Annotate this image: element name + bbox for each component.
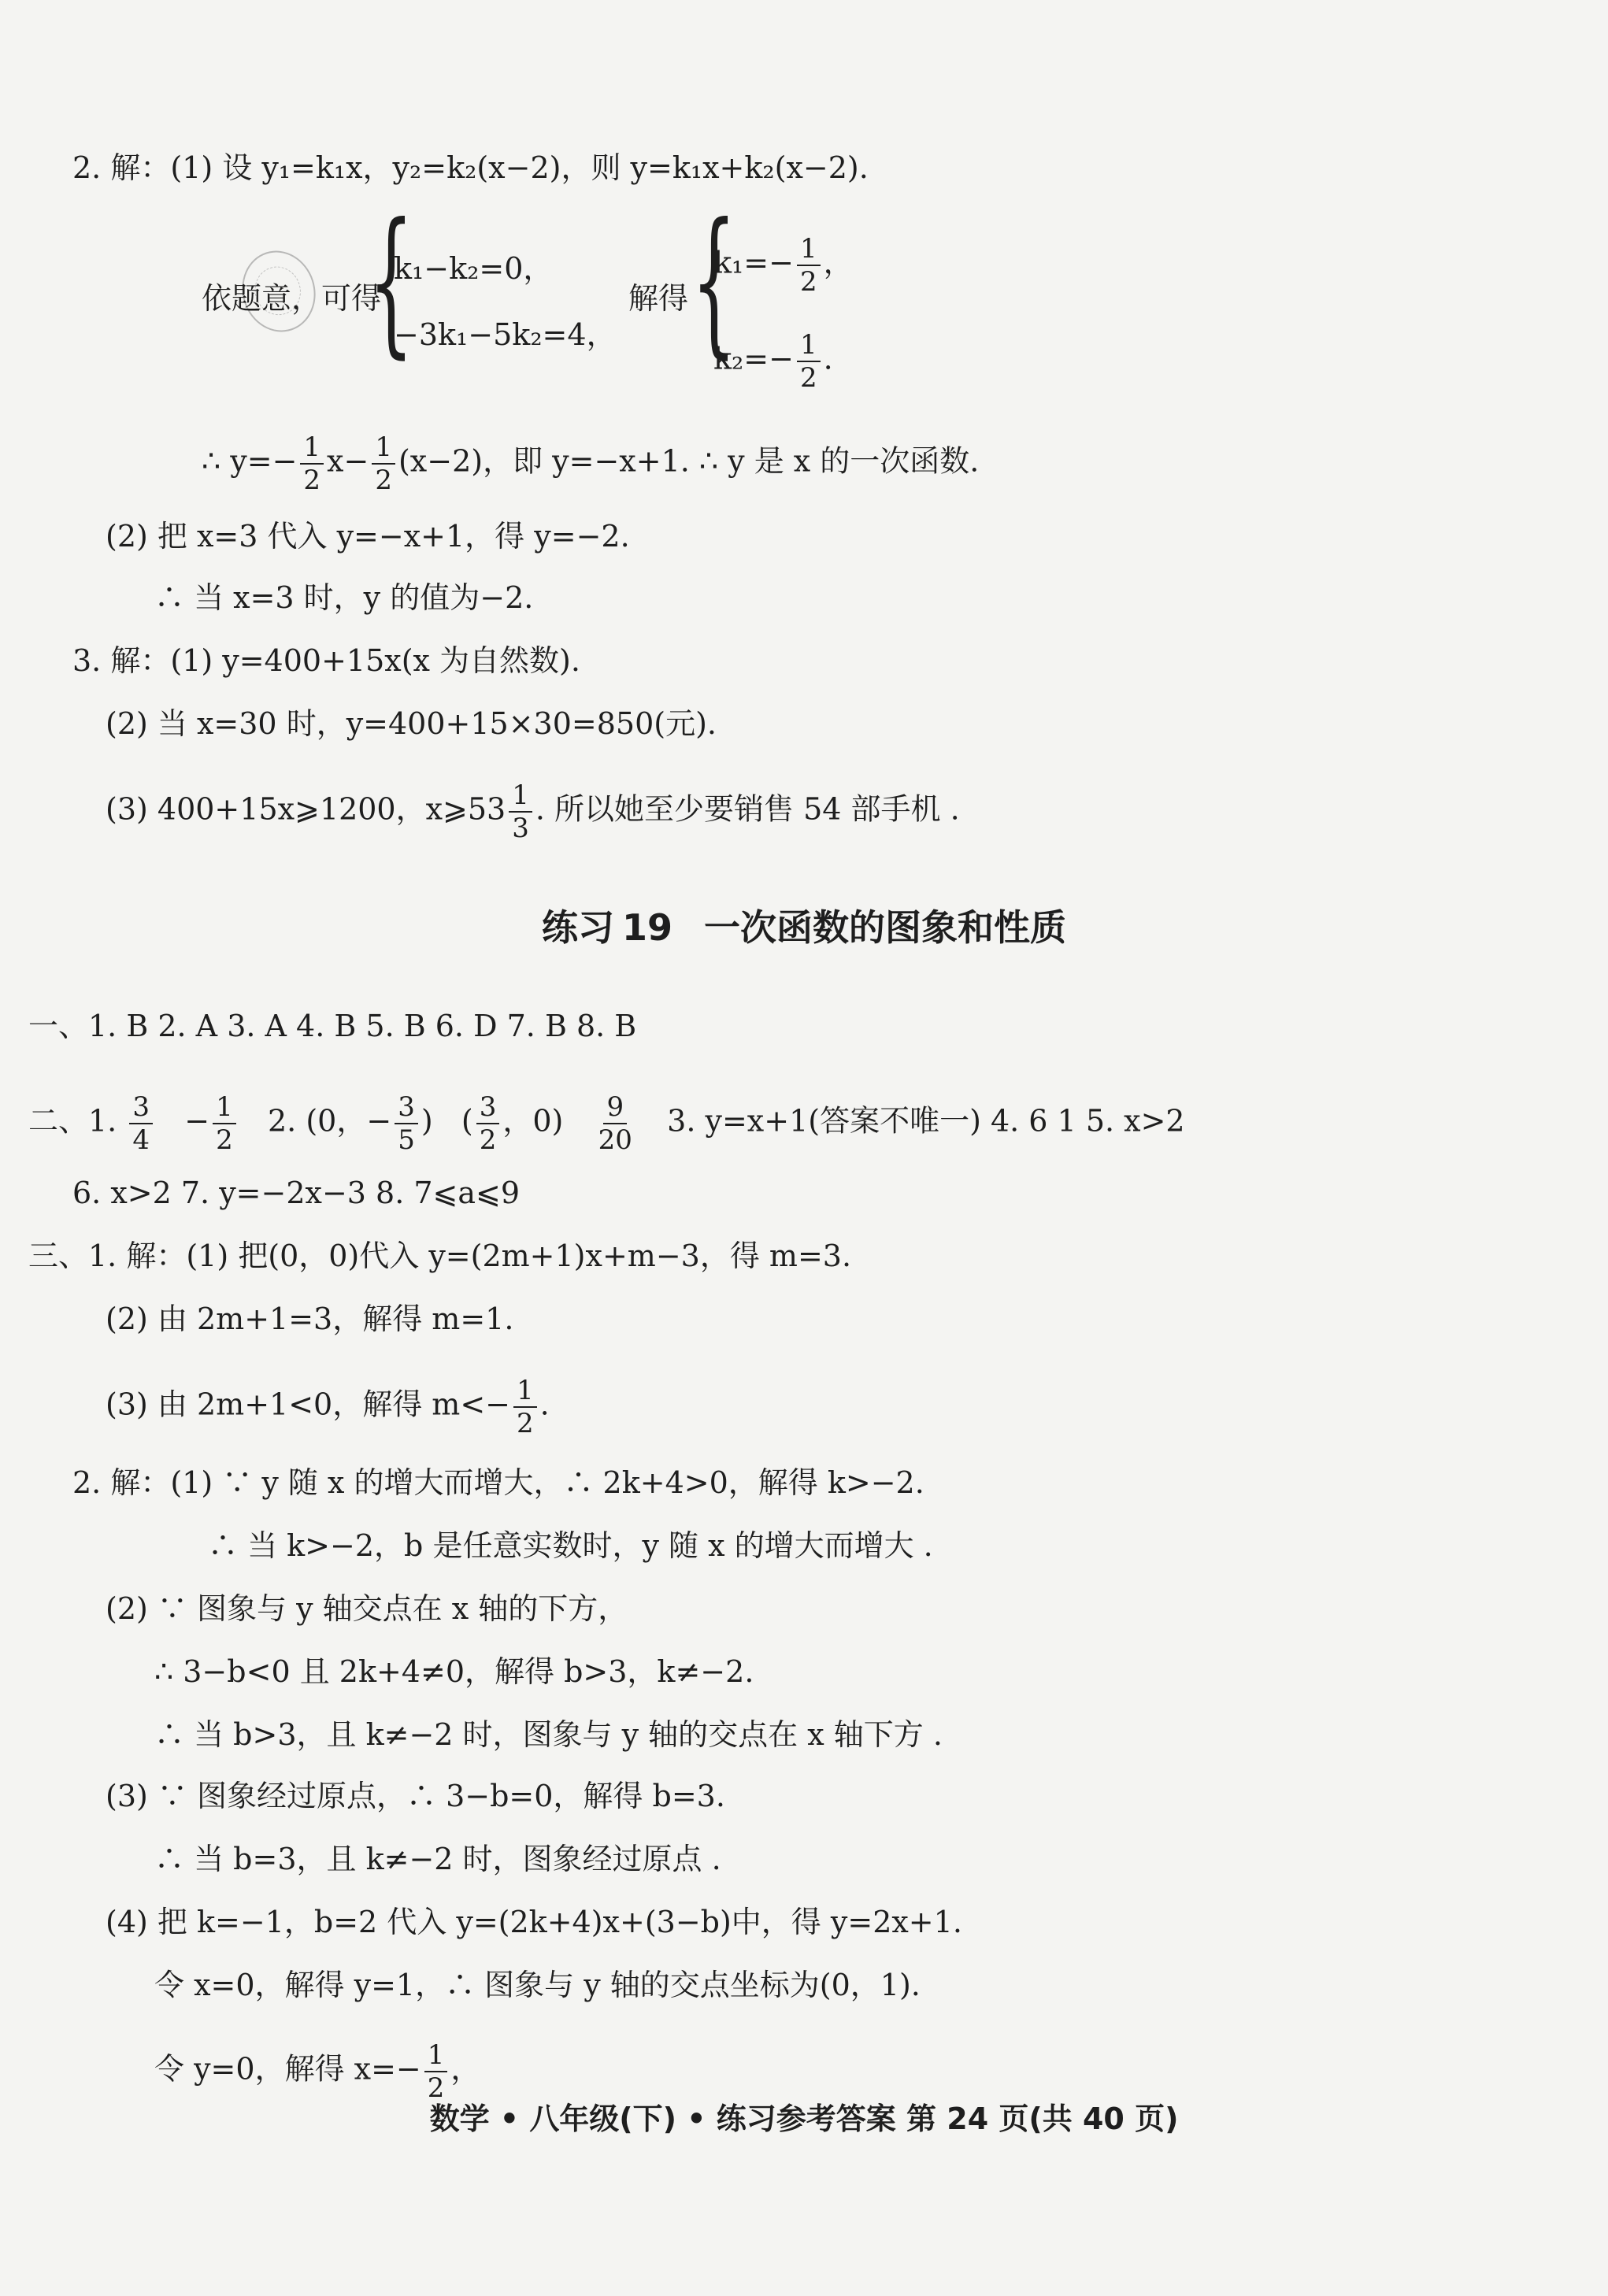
page-footer: 数学 • 八年级(下) • 练习参考答案 第 24 页(共 40 页) [429,2102,1179,2136]
part-3-problem-2-2: (2) ∵ 图象与 y 轴交点在 x 轴的下方， [106,1591,628,1626]
part-3-problem-2-2-step: ∴ 3−b<0 且 2k+4≠0，解得 b>3，k≠−2. [154,1654,754,1689]
fraction-one-half: $\frac{1}{2}$ [213,1091,236,1156]
part-3-problem-1-1: 三、1. 解：(1) 把(0，0)代入 y=(2m+1)x+m−3，得 m=3. [28,1239,852,1273]
section-title: 练习 19 一次函数的图象和性质 [541,906,1066,949]
fraction-one-half: $\frac{1}{2}$ [797,329,821,394]
problem-3-part-3: (3) 400+15x⩾1200，x⩾53 $\frac{1}{3}$ . 所以她至少要销售 54 部手机 . [106,780,960,844]
fraction-one-half: $\frac{1}{2}$ [424,2039,448,2104]
part-3-problem-2-4-y-intercept: 令 x=0，解得 y=1，∴ 图象与 y 轴的交点坐标为(0，1). [154,1968,921,2002]
system-equation-2: −3k₁−5k₂=4， [394,317,617,352]
part-2-answers-line-1: 二、1. $\frac{3}{4}$ − $\frac{1}{2}$ 2. (0，− $\frac{3}{5}$ ) ( $\frac{3}{2}$ ，0) $\frac{9}{20}$ 3. y=x+1(答案不唯一) 4. 6 1 5. x>2 [28,1091,1185,1156]
problem-3-part-1: 3. 解：(1) y=400+15x(x 为自然数). [72,643,580,678]
fraction-nine-twentieths: $\frac{9}{20}$ [598,1091,632,1156]
fraction-three-fifths: $\frac{3}{5}$ [395,1091,418,1156]
fraction-one-half: $\frac{1}{2}$ [513,1375,537,1439]
part-3-problem-2-4: (4) 把 k=−1，b=2 代入 y=(2k+4)x+(3−b)中，得 y=2x+1. [106,1905,962,1939]
part-2-answers-line-2: 6. x>2 7. y=−2x−3 8. 7⩽a⩽9 [72,1176,521,1210]
part-3-problem-2-1-conclusion: ∴ 当 k>−2，b 是任意实数时，y 随 x 的增大而增大 . [208,1528,933,1563]
problem-3-part-2: (2) 当 x=30 时，y=400+15×30=850(元). [106,706,717,741]
fraction-one-third: $\frac{1}{3}$ [509,780,532,844]
fraction-one-half: $\frac{1}{2}$ [797,233,821,298]
fraction-three-quarters: $\frac{3}{4}$ [129,1091,153,1156]
part-3-problem-1-3: (3) 由 2m+1<0，解得 m<− $\frac{1}{2}$ . [106,1375,550,1439]
part-3-problem-1-2: (2) 由 2m+1=3，解得 m=1. [106,1302,514,1336]
therefore-linear-function: ∴ y=− $\frac{1}{2}$ x− $\frac{1}{2}$ (x−2)，即 y=−x+1. ∴ y 是 x 的一次函数. [202,431,980,496]
system-equation-1: k₁−k₂=0， [394,251,554,286]
fraction-one-half: $\frac{1}{2}$ [300,431,324,496]
right-brace: { [691,190,737,373]
system-prefix: 依题意，可得 [202,281,382,316]
part-3-problem-2-3: (3) ∵ 图象经过原点，∴ 3−b=0，解得 b=3. [106,1779,725,1813]
part-1-answers: 一、1. B 2. A 3. A 4. B 5. B 6. D 7. B 8. B [28,1009,637,1043]
fraction-one-half: $\frac{1}{2}$ [372,431,395,496]
solution-k1: k₁=− $\frac{1}{2}$ ， [713,233,854,298]
fraction-three-halves: $\frac{3}{2}$ [476,1091,500,1156]
part-3-problem-2-2-conclusion: ∴ 当 b>3，且 k≠−2 时，图象与 y 轴的交点在 x 轴下方 . [154,1717,943,1752]
part-3-problem-2-4-x-intercept: 令 y=0，解得 x=− $\frac{1}{2}$ ， [154,2039,481,2104]
problem-2-part-1: 2. 解：(1) 设 y₁=k₁x，y₂=k₂(x−2)，则 y=k₁x+k₂(x−2). [72,150,869,185]
problem-2-part-2: (2) 把 x=3 代入 y=−x+1，得 y=−2. [106,519,630,554]
part-3-problem-2-1: 2. 解：(1) ∵ y 随 x 的增大而增大，∴ 2k+4>0，解得 k>−2. [72,1465,924,1500]
part-3-problem-2-3-conclusion: ∴ 当 b=3，且 k≠−2 时，图象经过原点 . [154,1842,721,1876]
left-brace: { [369,190,414,373]
problem-2-part-2-conclusion: ∴ 当 x=3 时，y 的值为−2. [154,580,534,615]
solve-label: 解得 [628,281,689,316]
solution-k2: k₂=− $\frac{1}{2}$ . [713,329,833,394]
